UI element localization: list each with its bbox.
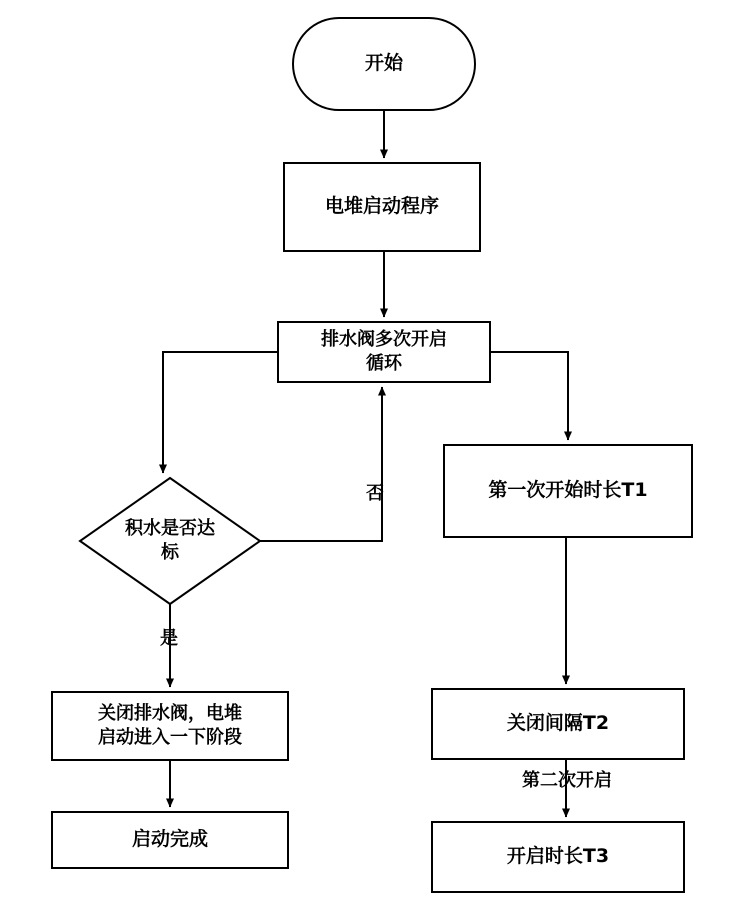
node-done-label: 启动完成 [131,828,208,851]
node-startup-label: 电堆启动程序 [324,195,439,218]
edge-loop-to-first-open [490,352,568,440]
node-start-shape[interactable] [293,18,475,110]
node-open-t3-shape[interactable] [432,822,684,892]
node-first-open-label: 第一次开始时长T1 [488,479,648,502]
node-start-label: 开始 [364,52,403,75]
node-done-shape[interactable] [52,812,288,868]
node-decision-label: 积水是否达 标 [125,517,215,563]
node-close-valve-shape[interactable] [52,692,288,760]
edge-loop-to-decision [163,352,278,473]
edge-label-yes: 是 [160,628,178,649]
node-loop-shape[interactable] [278,322,490,382]
node-loop-label: 排水阀多次开启 循环 [321,328,447,374]
node-close-valve-label: 关闭排水阀，电堆 启动进入一下阶段 [98,702,242,748]
node-close-t2-label: 关闭间隔T2 [506,712,610,735]
edge-decision-no-to-loop [260,387,382,541]
node-close-t2-shape[interactable] [432,689,684,759]
node-open-t3-label: 开启时长T3 [506,845,610,868]
node-decision-shape[interactable] [80,478,260,604]
node-startup-shape[interactable] [284,163,480,251]
edge-label-second-open: 第二次开启 [522,770,612,791]
node-first-open-shape[interactable] [444,445,692,537]
edge-label-no: 否 [366,483,384,504]
